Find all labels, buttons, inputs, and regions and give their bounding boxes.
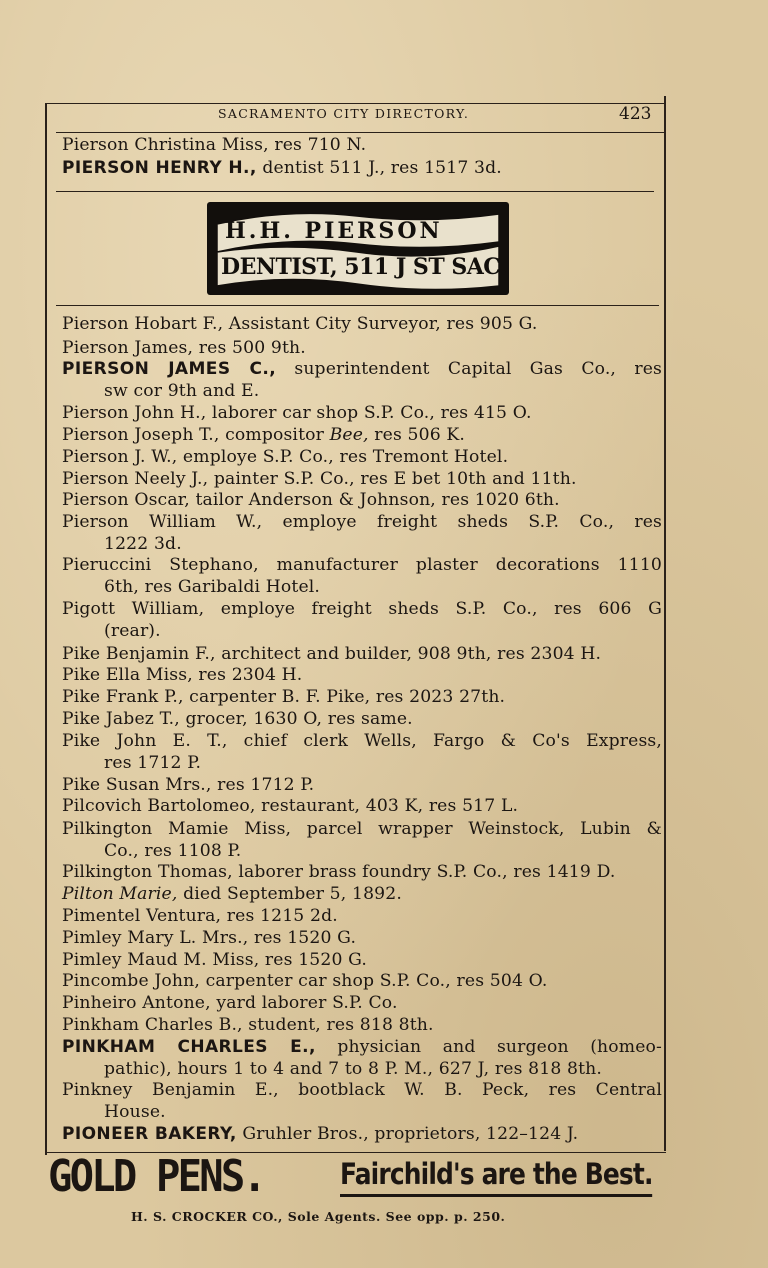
entry-text: Pinheiro Antone, yard laborer S.P. Co.: [62, 993, 398, 1013]
header-rule: [56, 132, 664, 133]
frame-left-rule: [45, 103, 47, 1155]
entry-text: Pike John E. T., chief clerk Wells, Fargo & Co's Express,: [62, 731, 662, 751]
entry-text: Pierson Joseph T., compositor: [62, 425, 330, 445]
directory-entry-6: [62, 402, 662, 424]
frame-right-rule: [664, 96, 666, 1151]
entry-text: Pieruccini Stephano, manufacturer plaster decorations 1110: [62, 555, 662, 575]
entry-text: Pike Susan Mrs., res 1712 P.: [62, 775, 315, 795]
entry-text: Gruhler Bros., proprietors, 122–124 J.: [236, 1124, 579, 1144]
directory-entry-10: [62, 489, 662, 511]
ad-line-1: H.H. PIERSON: [225, 218, 443, 244]
entry-continuation: res 1712 P.: [104, 753, 202, 773]
fairchild-tagline: Fairchild's are the Best.: [340, 1157, 653, 1197]
directory-entry-1: [62, 134, 662, 156]
entry-continuation: House.: [104, 1102, 166, 1122]
directory-entry-5: [62, 358, 662, 402]
ad-top-rule: [56, 191, 654, 192]
entry-text: Pierson John H., laborer car shop S.P. Co., res 415 O.: [62, 403, 532, 423]
entry-text: Pincombe John, carpenter car shop S.P. Co., res 504 O.: [62, 971, 548, 991]
entry-text: physician and surgeon (homeo-: [315, 1037, 662, 1057]
entry-text: PIERSON JAMES C.,: [62, 359, 277, 379]
directory-entry-7: [62, 424, 662, 446]
directory-entry-19: [62, 774, 662, 796]
entry-text: Pilton Marie,: [62, 884, 178, 904]
directory-entry-21: [62, 818, 662, 862]
directory-entry-9: [62, 468, 662, 490]
entry-text: Pierson J. W., employe S.P. Co., res Tremont Hotel.: [62, 447, 509, 467]
entry-text: Pierson James, res 500 9th.: [62, 338, 306, 358]
directory-entry-27: [62, 970, 662, 992]
entry-text: Pilkington Thomas, laborer brass foundry S.P. Co., res 1419 D.: [62, 862, 616, 882]
directory-entry-23: [62, 883, 662, 905]
entry-text: Pimentel Ventura, res 1215 2d.: [62, 906, 338, 926]
directory-entry-31: [62, 1079, 662, 1123]
entry-continuation: pathic), hours 1 to 4 and 7 to 8 P. M., 627 J, res 818 8th.: [104, 1059, 603, 1079]
page-number: 423: [619, 104, 652, 124]
entry-text: superintendent Capital Gas Co., res: [276, 359, 662, 379]
entry-text: Pike Ella Miss, res 2304 H.: [62, 665, 303, 685]
entry-text: Pike Benjamin F., architect and builder, 908 9th, res 2304 H.: [62, 644, 602, 664]
directory-entry-32: [62, 1123, 662, 1145]
entry-continuation: (rear).: [104, 621, 161, 641]
directory-entry-28: [62, 992, 662, 1014]
directory-entry-25: [62, 927, 662, 949]
ad-banner-art: [207, 202, 509, 295]
entry-text: Pigott William, employe freight sheds S.P. Co., res 606 G: [62, 599, 662, 619]
entry-text: Pilcovich Bartolomeo, restaurant, 403 K, res 517 L.: [62, 796, 519, 816]
directory-entry-3: [62, 313, 662, 335]
running-head: SACRAMENTO CITY DIRECTORY.: [218, 106, 470, 121]
entry-text: PIERSON HENRY H.,: [62, 158, 257, 178]
directory-entry-12: [62, 554, 662, 598]
entry-continuation: sw cor 9th and E.: [104, 381, 260, 401]
entry-text: PIONEER BAKERY,: [62, 1124, 237, 1144]
directory-entry-17: [62, 708, 662, 730]
entry-continuation: Co., res 1108 P.: [104, 841, 242, 861]
entry-continuation: 6th, res Garibaldi Hotel.: [104, 577, 321, 597]
entry-text: Pierson Oscar, tailor Anderson & Johnson, res 1020 6th.: [62, 490, 560, 510]
entry-text: Pimley Maud M. Miss, res 1520 G.: [62, 950, 368, 970]
directory-entry-30: [62, 1036, 662, 1080]
entry-text: Pilkington Mamie Miss, parcel wrapper Weinstock, Lubin &: [62, 819, 662, 839]
directory-entry-11: [62, 511, 662, 555]
gold-pens-headline: GOLD PENS.: [48, 1151, 265, 1202]
entry-text: Pike Jabez T., grocer, 1630 O, res same.: [62, 709, 413, 729]
crocker-agents-line: H. S. CROCKER CO., Sole Agents. See opp. p. 250.: [131, 1209, 506, 1224]
directory-entry-16: [62, 686, 662, 708]
ad-bottom-rule: [56, 305, 659, 306]
directory-entry-22: [62, 861, 662, 883]
directory-entry-13: [62, 598, 662, 642]
directory-entry-18: [62, 730, 662, 774]
directory-entry-15: [62, 664, 662, 686]
directory-entry-4: [62, 337, 662, 359]
entry-text: Pike Frank P., carpenter B. F. Pike, res 2023 27th.: [62, 687, 506, 707]
directory-entry-29: [62, 1014, 662, 1036]
entry-text: Pierson Christina Miss, res 710 N.: [62, 135, 367, 155]
directory-entry-14: [62, 643, 662, 665]
entry-text: Bee,: [329, 425, 369, 445]
entry-text: Pimley Mary L. Mrs., res 1520 G.: [62, 928, 357, 948]
directory-entry-26: [62, 949, 662, 971]
entry-text: Pinkney Benjamin E., bootblack W. B. Peck, res Central: [62, 1080, 662, 1100]
frame-top-rule: [45, 103, 666, 104]
entry-text: dentist 511 J., res 1517 3d.: [256, 158, 502, 178]
entry-text: Pierson Hobart F., Assistant City Surveyor, res 905 G.: [62, 314, 538, 334]
entry-text: Pierson Neely J., painter S.P. Co., res E bet 10th and 11th.: [62, 469, 577, 489]
entry-continuation: 1222 3d.: [104, 534, 182, 554]
entry-text: Pierson William W., employe freight sheds S.P. Co., res: [62, 512, 662, 532]
entry-text: res 506 K.: [368, 425, 466, 445]
directory-entry-20: [62, 795, 662, 817]
ad-line-2: DENTIST, 511 J ST SAC.: [221, 254, 508, 280]
directory-entry-24: [62, 905, 662, 927]
directory-entry-2: [62, 157, 662, 179]
entry-text: PINKHAM CHARLES E.,: [62, 1037, 316, 1057]
directory-entry-8: [62, 446, 662, 468]
entry-text: died September 5, 1892.: [177, 884, 402, 904]
entry-text: Pinkham Charles B., student, res 818 8th.: [62, 1015, 434, 1035]
